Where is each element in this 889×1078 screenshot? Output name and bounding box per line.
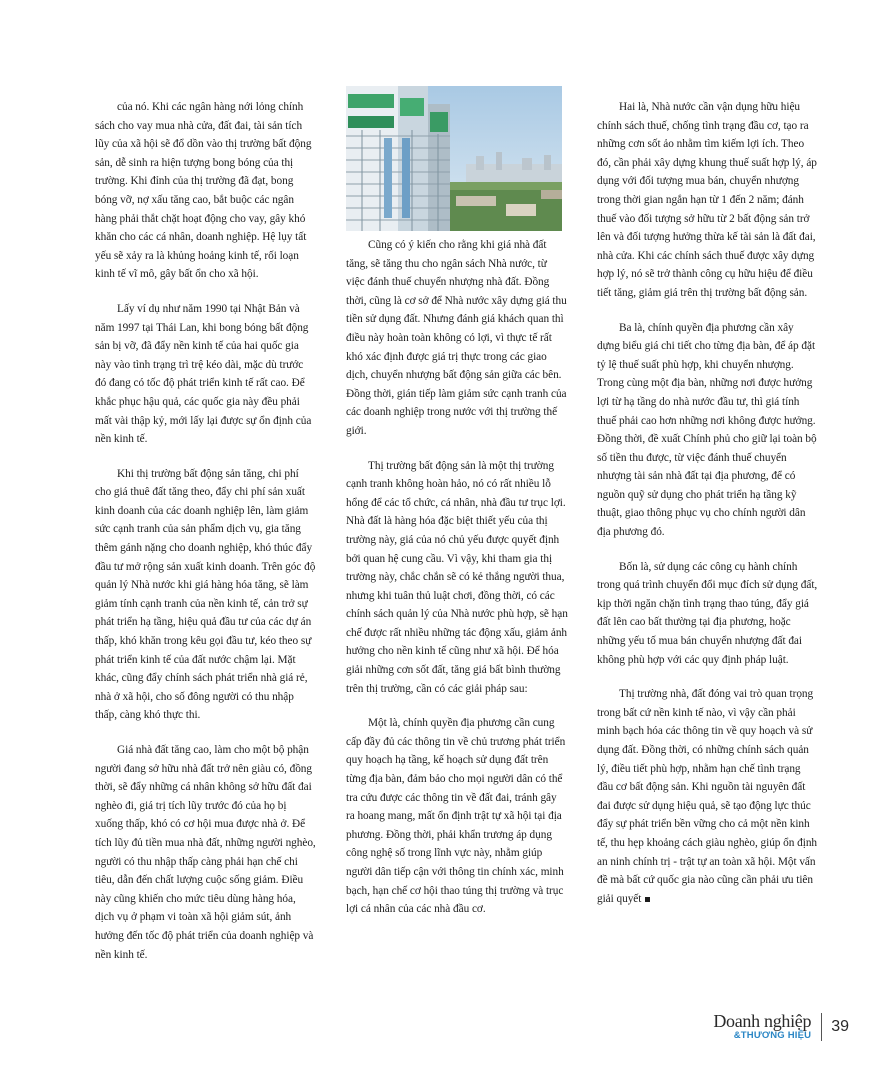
paragraph: Khi thị trường bất động sản tăng, chi phí cho giá thuê đất tăng theo, đẩy chi phí sản xuất kinh doanh của các doanh nghiệp lên, làm giảm sức cạnh tranh của sản phẩm dịch vụ, gia tăng thêm gánh nặng cho doanh nghiệp, khó thúc đẩy đầu tư mở rộng sản xuất kinh doanh. Trên góc độ quản lý Nhà nước khi giá hàng hóa tăng, sẽ làm giảm tính cạnh tranh của nền kinh tế, cản trở sự phát triển hạ tầng, hiệu quả đầu tư của các dự án thấp, khó khăn trong kêu gọi đầu tư, kéo theo sự phát triển kinh tế của đất nước chậm lại. Mặt khác, cũng đẩy chính sách phát triển nhà giá rẻ, nhà ở xã hội, cho số đông người có thu nhập thấp, càng khó thực thi. xyxy=(95,467,316,722)
paragraph: Thị trường bất động sản là một thị trường cạnh tranh không hoàn hảo, nó có rất nhiều lỗ hổng để các tổ chức, cá nhân, nhà đầu tư trục lợi. Nhà đất là hàng hóa đặc biệt thiết yếu của thị trường này, giá của nó chủ yếu được quyết định bởi quan hệ cung cầu. Vì vậy, khi tham gia thị trường này, chắc chắn sẽ có kẻ thắng người thua, nhưng khi tuân thủ luật chơi, đồng thời, có các chính sách quản lý của Nhà nước phù hợp, sẽ hạn chế được rất nhiều những tác động xấu, giảm ảnh hưởng cho nền kinh tế cũng như xã hội. Để hóa giải những cơn sốt đất, tăng giá bất bình thường trên thị trường, cần có các giải pháp sau: xyxy=(346,459,568,695)
paragraph: Một là, chính quyền địa phương cần cung cấp đầy đủ các thông tin về chủ trương phát triển quy hoạch hạ tầng, kế hoạch sử dụng đất trên từng địa bàn, đảm bảo cho mọi người dân có thể tra cứu được các thông tin về đất đai, tránh gây ra hoang mang, mất ổn định trật tự xã hội tại địa phương. Đồng thời, phải khẩn trương áp dụng công nghệ số trong lĩnh vực này, nhằm giúp người dân tiếp cận với thông tin chính xác, minh bạch, hạn chế cơ hội thao túng thị trường và trục lợi cá nhân của các nhà đầu cơ. xyxy=(346,717,566,916)
paragraph: Lấy ví dụ như năm 1990 tại Nhật Bản và năm 1997 tại Thái Lan, khi bong bóng bất động sản bị vỡ, đã đẩy nền kinh tế của hai quốc gia này vào tình trạng trì trệ kéo dài, mặc dù trước đó đang có tốc độ phát triển kinh tế rất cao. Để khắc phục hậu quả, các quốc gia này đều phải mất vài thập kỷ, mới lấy lại được sự ổn định của nền kinh tế. xyxy=(95,302,312,446)
text-column-right xyxy=(597,98,819,924)
paragraph: Ba là, chính quyền địa phương cần xây dựng biểu giá chi tiết cho từng địa bàn, để áp đặt tỷ lệ thuế suất phù hợp, khi chuyển nhượng. Trong cùng một địa bàn, những nơi được hưởng lợi từ hạ tầng do nhà nước đầu tư, thì giá tính thuế phải cao hơn những nơi không được hưởng. Đồng thời, đề xuất Chính phủ cho giữ lại toàn bộ số tiền thu được, từ việc đánh thuế chuyển nhượng tài sản nhà đất tại địa phương, để có nguồn quỹ sử dụng cho phát triển hạ tầng kỹ thuật, giao thông phục vụ cho chính người dân địa phương đó. xyxy=(597,321,817,539)
paragraph: Giá nhà đất tăng cao, làm cho một bộ phận người đang sở hữu nhà đất trở nên giàu có, đồng thời, sẽ đẩy những cá nhân không sở hữu đất đai nghèo đi, giá trị tích lũy trước đó của họ bị xuống thấp, khó có cơ hội mua được nhà ở. Để tích lũy đủ tiền mua nhà đất, những người nghèo, người có thu nhập thấp càng phải hạn chế chi tiêu, dẫn đến chất lượng cuộc sống giảm. Điều này cũng khiến cho mức tiêu dùng hàng hóa, dịch vụ ở phạm vi toàn xã hội giảm sút, ảnh hưởng đến tốc độ phát triển của doanh nghiệp và nền kinh tế. xyxy=(95,744,316,961)
text-column-left xyxy=(95,98,317,980)
logo-subtitle: &THƯƠNG HIỆU xyxy=(733,1030,812,1041)
footer-divider xyxy=(821,1013,822,1041)
cityscape-illustration xyxy=(346,86,562,231)
building-construction-photo xyxy=(346,86,562,231)
magazine-logo xyxy=(713,1013,811,1041)
paragraph: Cũng có ý kiến cho rằng khi giá nhà đất tăng, sẽ tăng thu cho ngân sách Nhà nước, từ việc đánh thuế chuyển nhượng nhà đất. Đồng thời, cũng là cơ sở để Nhà nước xây dựng giá thu tiền sử dụng đất. Nhưng đánh giá khách quan thì điều này hoàn toàn không có lợi, vì thực tế rất khó xác định được giá trị thực trong các giao dịch, chuyển nhượng bất động sản giữa các bên. Đồng thời, gián tiếp làm giảm sức cạnh tranh của các doanh nghiệp trong nước với thị trường thế giới. xyxy=(346,239,567,437)
paragraph: Bốn là, sử dụng các công cụ hành chính trong quá trình chuyển đổi mục đích sử dụng đất, kịp thời ngăn chặn tình trạng thao túng, đẩy giá đất lên cao bất thường tại địa phương, hoặc những yếu tố mua bán chuyển nhượng đất đai không phù hợp với các quy định pháp luật. xyxy=(597,560,818,666)
page-number: 39 xyxy=(831,1018,849,1035)
paragraph: của nó. Khi các ngân hàng nới lỏng chính sách cho vay mua nhà cửa, đất đai, tài sản tích lũy của xã hội sẽ đổ dồn vào thị trường bất động sản, dễ sinh ra hiện tượng bong bóng của thị trường. Khi đỉnh của thị trường đã đạt, bong bóng vỡ, nợ xấu tăng cao, bắt buộc các ngân hàng phải thắt chặt hoạt động cho vay, gây khó khăn cho các cá nhân, doanh nghiệp. Hệ lụy tất yếu sẽ xảy ra là khủng hoảng kinh tế, rối loạn kinh tế vĩ mô, gây bất ổn cho xã hội. xyxy=(95,101,312,281)
paragraph: Hai là, Nhà nước cần vận dụng hữu hiệu chính sách thuế, chống tình trạng đầu cơ, tạo ra những cơn sốt ảo nhằm tìm kiếm lợi ích. Theo đó, cần phải xây dựng khung thuế suất hợp lý, áp dụng với đối tượng mua bán, chuyển nhượng trong thời gian ngắn hạn từ 1 đến 2 năm; đánh thuế vào đối tượng sở hữu từ 2 bất động sản trở lên và đối tượng hưởng thừa kế tài sản là đất đai, nhà cửa. Khi các chính sách thuế được xây dựng hợp lý, nó sẽ trở thành công cụ hữu hiệu để điều tiết tăng, giảm giá trên thị trường bất động sản. xyxy=(597,101,817,299)
logo-title: Doanh nghiệp xyxy=(713,1011,812,1031)
text-column-middle xyxy=(346,236,568,935)
end-of-article-icon xyxy=(645,897,650,902)
paragraph-final xyxy=(597,685,819,908)
paragraph-final-text: Thị trường nhà, đất đóng vai trò quan trọng trong bất cứ nền kinh tế nào, vì vậy cần phải minh bạch hóa các thông tin về quy hoạch và sử dụng đất. Đồng thời, có những chính sách quản lý, điều tiết phù hợp, nhằm hạn chế tình trạng đầu cơ bất động sản. Khi nguồn tài nguyên đất đai được sử dụng hiệu quả, sẽ tạo động lực thúc đẩy sự phát triển bền vững cho cả một nền kinh tế, thu hẹp khoảng cách giàu nghèo, giúp ổn định an ninh chính trị - trật tự an toàn xã hội. Một vấn đề mà bất cứ quốc gia nào cũng cần phải ưu tiên giải quyết xyxy=(597,688,818,905)
page-footer xyxy=(713,1010,849,1044)
